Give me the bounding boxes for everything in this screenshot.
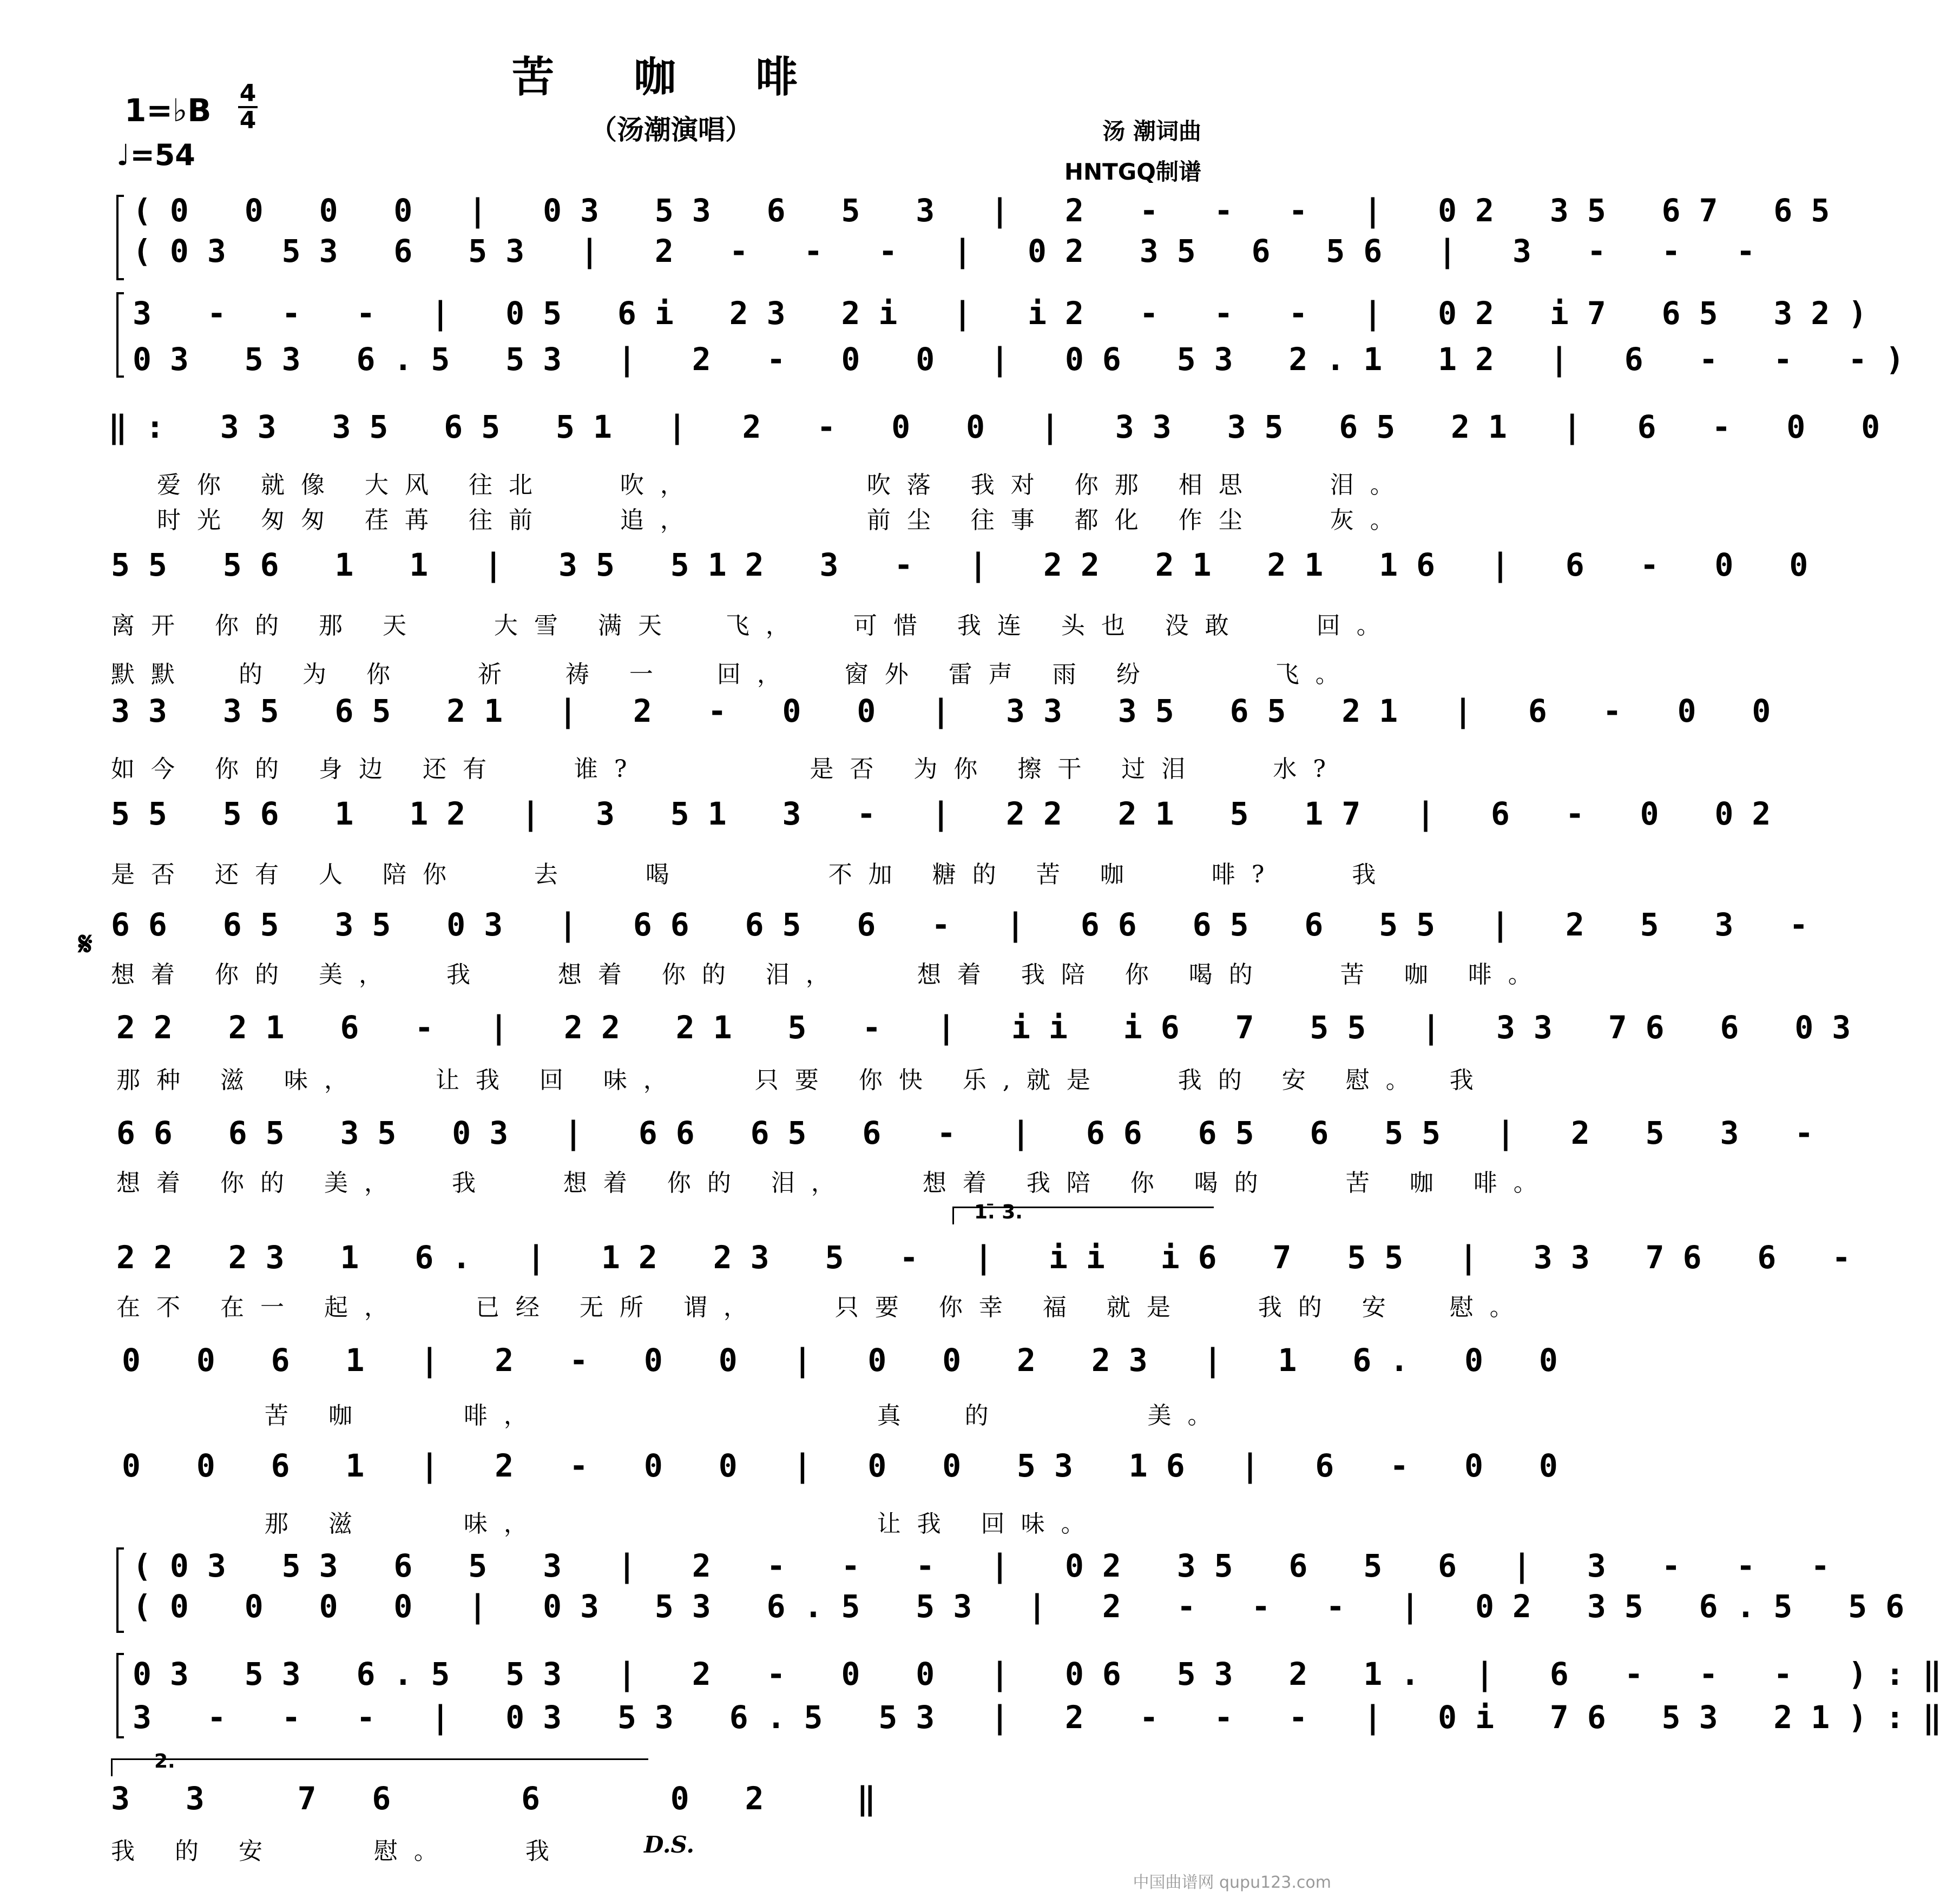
- intro-line-1: (0 0 0 0 | 03 53 6 5 3 | 2 - - - | 02 35 67 65: [133, 192, 1849, 229]
- chorus-notes-1: 66 65 35 03 | 66 65 6 - | 66 65 6 55 | 2 5 3 -: [111, 906, 1827, 943]
- tempo-marking: ♩=54: [116, 138, 195, 172]
- chorus-lyrics-1: 想着 你的 美， 我 想着 你的 泪， 想着 我陪 你 喝的 苦 咖 啡。: [111, 961, 1548, 988]
- verse-lyrics-3: 离开 你的 那 天 大雪 满天 飞， 可惜 我连 头也 没敢 回。: [111, 612, 1397, 640]
- volta-label-2: 2.: [154, 1750, 175, 1772]
- interlude-line-3: 03 53 6.5 53 | 2 - 0 0 | 06 53 2 1. | 6 - - - ):‖: [133, 1656, 1960, 1692]
- volta-label-1: 1.̄ 3.: [974, 1201, 1023, 1223]
- intro-line-4: 03 53 6.5 53 | 2 - 0 0 | 06 53 2.1 12 | 6 - - -): [133, 341, 1923, 378]
- verse-notes-4: 55 56 1 12 | 3 51 3 - | 22 21 5 17 | 6 - 0 02: [111, 795, 1790, 832]
- ds-marking: D.S.: [644, 1831, 695, 1858]
- intro-line-2: (03 53 6 53 | 2 - - - | 02 35 6 56 | 3 - - -: [133, 233, 1774, 269]
- time-signature-bottom: 4: [239, 107, 256, 134]
- verse-lyrics-4: 默默 的 为 你 祈 祷 一 回， 窗外 雷声 雨 纷 飞。: [111, 661, 1356, 688]
- system-brace: [116, 1547, 124, 1633]
- time-signature-top: 4: [239, 80, 256, 107]
- interlude-line-2: (0 0 0 0 | 03 53 6.5 53 | 2 - - - | 02 35 6.5 56: [133, 1588, 1923, 1625]
- verse-lyrics-1: 爱你 就像 大风 往北 吹， 吹落 我对 你那 相思 泪。: [157, 471, 1410, 499]
- performer-subtitle: （汤潮演唱）: [590, 114, 752, 146]
- verse-lyrics-6: 是否 还有 人 陪你 去 喝 不加 糖的 苦 咖 啡? 我: [111, 861, 1392, 888]
- verse-notes-1: ‖: 33 35 65 51 | 2 - 0 0 | 33 35 65 21 | 6 - 0 0: [108, 408, 1899, 445]
- composer-credit: 汤 潮词曲: [1102, 118, 1201, 144]
- chorus-notes-6: 0 0 6 1 | 2 - 0 0 | 0 0 53 16 | 6 - 0 0: [122, 1447, 1576, 1484]
- chorus-notes-3: 66 65 35 03 | 66 65 6 - | 66 65 6 55 | 2 5 3 -: [116, 1115, 1832, 1151]
- volta-bracket-2: [111, 1758, 648, 1776]
- system-brace: [116, 1653, 124, 1738]
- chorus-lyrics-4: 在不 在一 起， 已经 无所 谓， 只要 你幸 福 就是 我的 安 慰。: [116, 1294, 1530, 1321]
- chorus-lyrics-6: 那 滋 味， 让我 回味。: [122, 1510, 1101, 1538]
- chorus-notes-5: 0 0 6 1 | 2 - 0 0 | 0 0 2 23 | 1 6. 0 0: [122, 1342, 1576, 1379]
- chorus-notes-2: 22 21 6 - | 22 21 5 - | ii i6 7 55 | 33 76 6 03: [116, 1009, 1870, 1046]
- arranger-credit: HNTGQ制谱: [1064, 159, 1201, 185]
- verse-notes-3: 33 35 65 21 | 2 - 0 0 | 33 35 65 21 | 6 - 0 0: [111, 693, 1790, 729]
- chorus-lyrics-5: 苦 咖 啡， 真 的 美。: [122, 1402, 1228, 1429]
- time-signature: [238, 81, 258, 133]
- ending-lyrics: 我 的 安 慰。 我: [111, 1837, 565, 1865]
- system-brace: [116, 195, 124, 280]
- ending-notes: 3 3 7 6 6 0 2 ‖: [111, 1780, 895, 1817]
- verse-lyrics-5: 如今 你的 身边 还有 谁? 是否 为你 擦干 过泪 水?: [111, 755, 1342, 783]
- segno-sign: 𝄋: [78, 925, 93, 963]
- verse-notes-2: 55 56 1 1 | 35 512 3 - | 22 21 21 16 | 6 - 0 0: [111, 546, 1827, 583]
- system-brace: [116, 292, 124, 378]
- interlude-line-4: 3 - - - | 03 53 6.5 53 | 2 - - - | 0i 76 53 21):‖: [133, 1699, 1960, 1736]
- song-title: 苦 咖 啡: [511, 53, 831, 102]
- chorus-notes-4: 22 23 1 6. | 12 23 5 - | ii i6 7 55 | 33 76 6 -: [116, 1239, 1870, 1276]
- chorus-lyrics-3: 想着 你的 美， 我 想着 你的 泪， 想着 我陪 你 喝的 苦 咖 啡。: [116, 1169, 1554, 1197]
- interlude-line-1: (03 53 6 5 3 | 2 - - - | 02 35 6 5 6 | 3 - - -: [133, 1547, 1849, 1584]
- intro-line-3: 3 - - - | 05 6i 23 2i | i2 - - - | 02 i7 65 32): [133, 295, 1886, 332]
- chorus-lyrics-2: 那种 滋 味， 让我 回 味， 只要 你快 乐,就是 我的 安 慰。 我: [116, 1066, 1490, 1094]
- watermark-logo: 中国曲谱网 qupu123.com: [1133, 1873, 1331, 1892]
- key-signature: 1=♭B: [124, 92, 212, 129]
- verse-lyrics-2: 时光 匆匆 荏苒 往前 追， 前尘 往事 都化 作尘 灰。: [157, 506, 1410, 534]
